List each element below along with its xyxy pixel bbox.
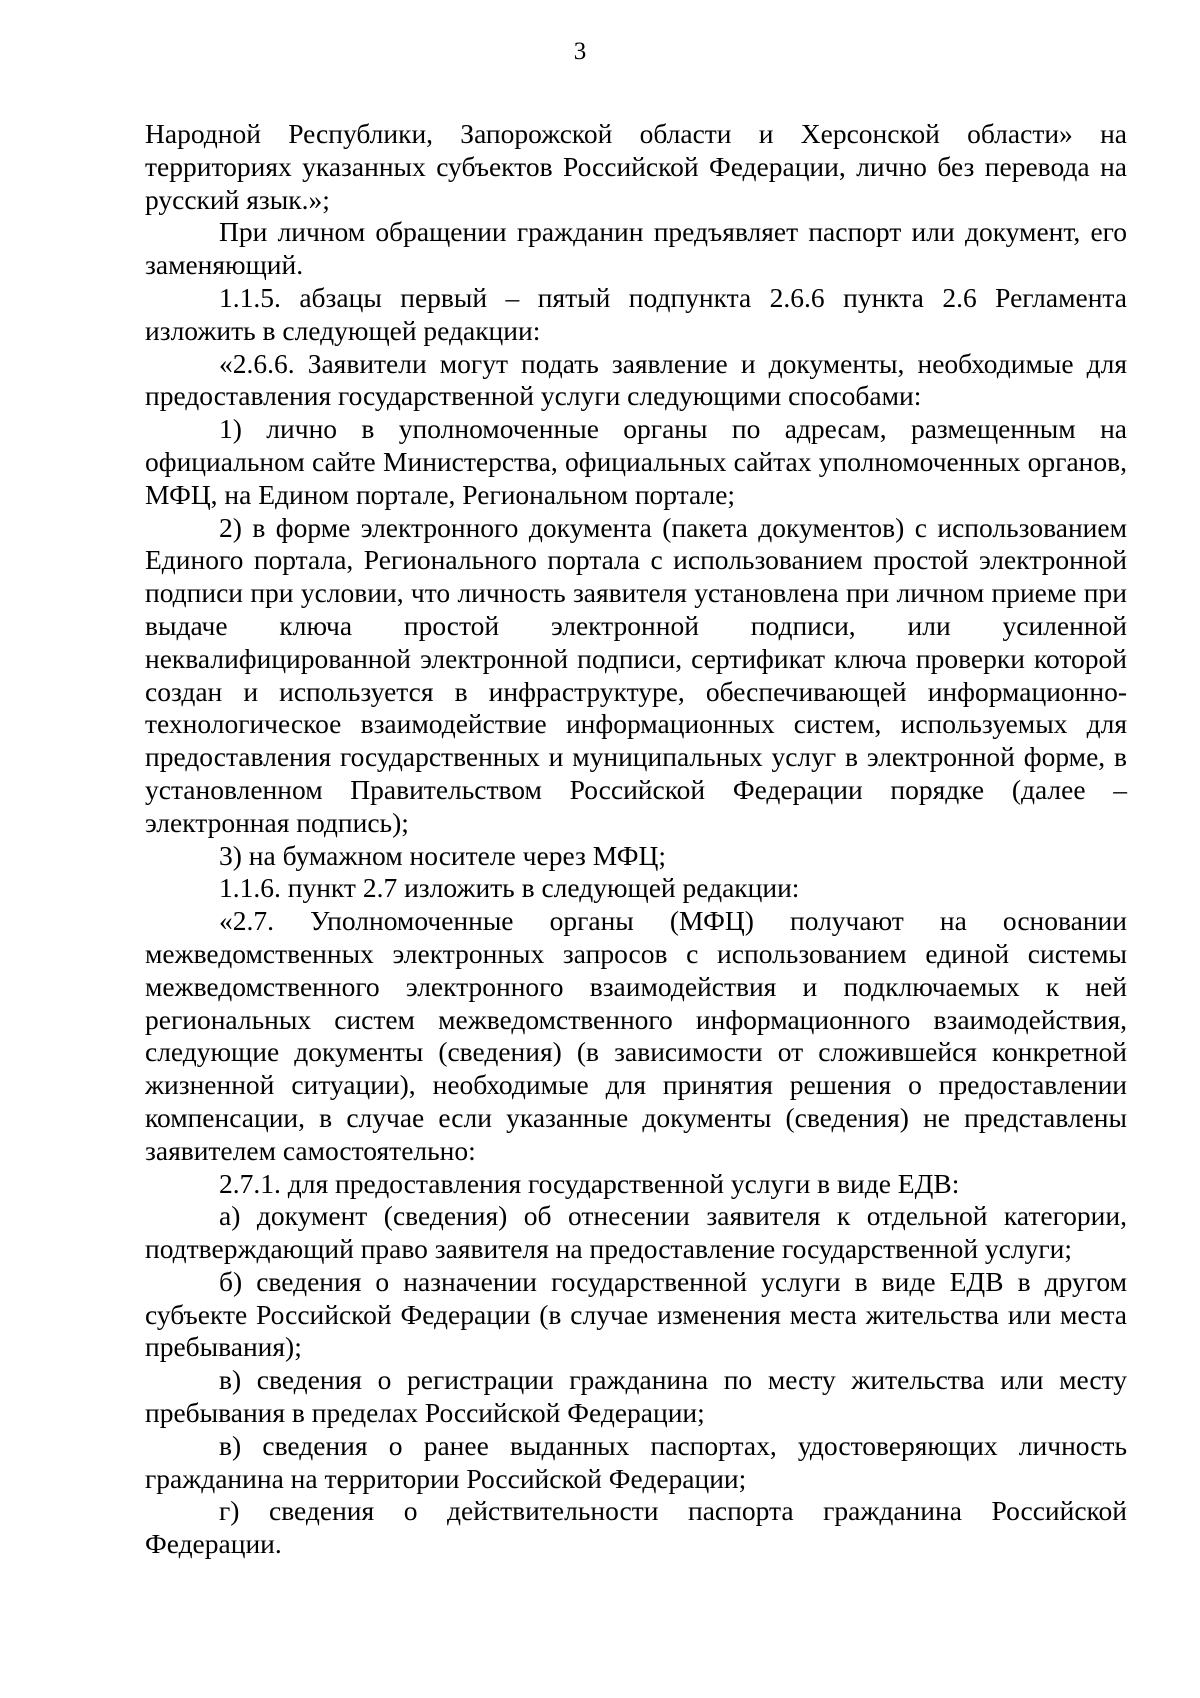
paragraph-1-1-6: 1.1.6. пункт 2.7 изложить в следующей редакции: <box>219 872 800 904</box>
paragraph-method-3: 3) на бумажном носителе через МФЦ; <box>219 839 667 871</box>
document-body <box>145 118 1127 1561</box>
paragraph-continuation: Народной Республики, Запорожской области и Херсонской области» на территориях указанных субъектов Российской Федерации, лично без перевода на русский язык.»; <box>145 118 1127 215</box>
paragraph-item-a: а) документ (сведения) об отнесении заявителя к отдельной категории, подтверждающий право заявителя на предоставление государственной услуги; <box>145 1200 1127 1265</box>
paragraph-item-g: г) сведения о действительности паспорта гражданина Российской Федерации. <box>145 1495 1127 1560</box>
paragraph-2-6-6: «2.6.6. Заявители могут подать заявление и документы, необходимые для предоставления государственной услуги следующими способами: <box>145 347 1127 412</box>
paragraph-item-v-passports: в) сведения о ранее выданных паспортах, удостоверяющих личность гражданина на территории Российской Федерации; <box>145 1429 1127 1494</box>
paragraph-method-2: 2) в форме электронного документа (пакета документов) с использованием Единого портала, Регионального портала с использованием простой электронной подписи при условии, что личность заявителя установлена при личном приеме при выдаче ключа простой электронной подписи, или усиленной неквалифицированной электронной подписи, сертификат ключа проверки которой создан и используется в инфраструктуре, обеспечивающей информационно-технологическое взаимодействие информационных систем, используемых для предоставления государственных и муниципальных услуг в электронной форме, в установленном Правительством Российской Федерации порядке (далее – электронная подпись); <box>145 511 1127 838</box>
paragraph-2-7-1: 2.7.1. для предоставления государственной услуги в виде ЕДВ: <box>219 1167 960 1199</box>
paragraph-item-b: б) сведения о назначении государственной услуги в виде ЕДВ в другом субъекте Российской Федерации (в случае изменения места жительства или места пребывания); <box>145 1265 1127 1363</box>
paragraph-2-7: «2.7. Уполномоченные органы (МФЦ) получают на основании межведомственных электронных запросов с использованием единой системы межведомственного электронного взаимодействия и подключаемых к ней региональных систем межведомственного информационного взаимодействия, следующие документы (сведения) (в зависимости от сложившейся конкретной жизненной ситуации), необходимые для принятия решения о предоставлении компенсации, в случае если указанные документы (сведения) не представлены заявителем самостоятельно: <box>145 905 1127 1166</box>
paragraph-item-v-registration: в) сведения о регистрации гражданина по месту жительства или месту пребывания в пределах Российской Федерации; <box>145 1364 1127 1429</box>
paragraph-method-1: 1) лично в уполномоченные органы по адресам, размещенным на официальном сайте Министерства, официальных сайтах уполномоченных органов, МФЦ, на Едином портале, Региональном портале; <box>145 413 1127 510</box>
paragraph-passport-note: При личном обращении гражданин предъявляет паспорт или документ, его заменяющий. <box>145 216 1127 281</box>
paragraph-1-1-5: 1.1.5. абзацы первый – пятый подпункта 2.6.6 пункта 2.6 Регламента изложить в следующей редакции: <box>145 281 1127 346</box>
page-number: 3 <box>573 38 587 65</box>
